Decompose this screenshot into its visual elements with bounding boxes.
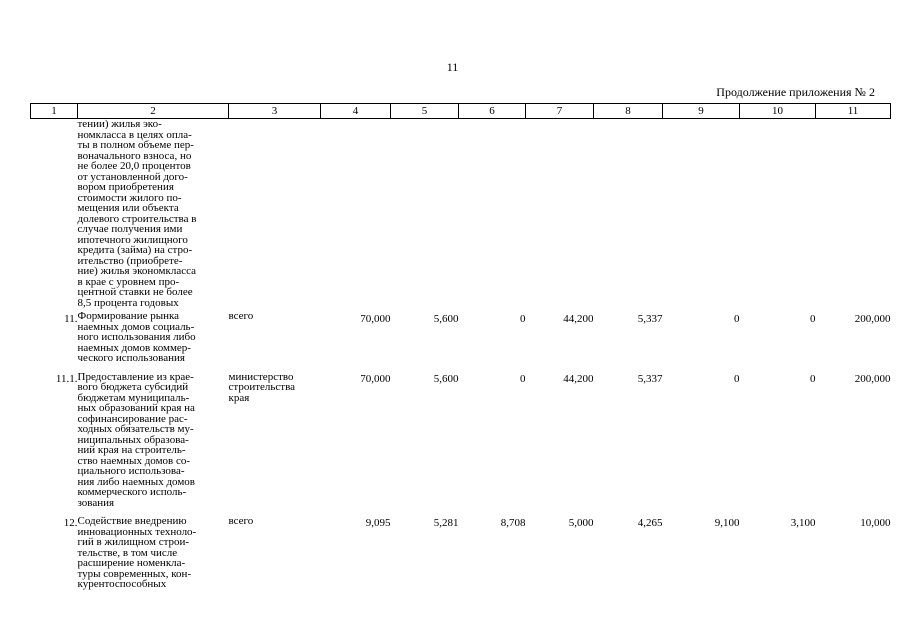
row-description: Предоставление из крае- вого бюджета субсидий бюджетам муниципаль- ных образований края на софинансирование рас- ходных обязательств му- ниципальных образова- ний края на строитель- ство наемных домов со- циального использова- ния либо наемных домов коммерческого исполь- зования	[77, 370, 195, 509]
value-cell: 5,600	[433, 372, 459, 385]
row-description: Формирование рынка наемных домов социаль- ного использования либо наемных домов коммер- ческого использования	[77, 310, 196, 364]
column-header: 6	[459, 104, 526, 119]
value-cell: 200,000	[854, 313, 891, 325]
program-table	[30, 103, 891, 590]
value-cell: 8,708	[500, 517, 526, 529]
value-cell: 10,000	[860, 517, 891, 529]
column-header: 1	[31, 104, 78, 119]
value-cell	[740, 119, 816, 309]
row-index	[31, 119, 78, 309]
value-cell	[526, 119, 594, 309]
value-cell: 0	[810, 313, 816, 325]
value-cell: 0	[734, 372, 740, 385]
row-index: 12.	[63, 517, 78, 529]
value-cell	[594, 119, 663, 309]
table-row	[31, 308, 891, 364]
value-cell: 5,337	[637, 313, 663, 325]
table-row	[31, 508, 891, 590]
row-description: тении) жилья эко- номкласса в целях опла- ты в полном объеме пер- воначального взноса, но не более 20,0 процентов от установленной дого- вором приобретения стоимости жилого по- мещения или объекта долевого строительства в случае получения ими ипотечного жилищного кредита (займа) на стро- ительство (приобрете- ние) жилья экономкласса в крае с уровнем про- центной ставки не более 8,5 процента годовых	[77, 118, 197, 309]
value-cell	[459, 119, 526, 309]
value-cell: 0	[734, 313, 740, 325]
value-cell: 4,265	[637, 517, 663, 529]
value-cell	[816, 119, 891, 309]
value-cell: 70,000	[360, 372, 391, 385]
value-cell	[391, 119, 459, 309]
column-header: 11	[816, 104, 891, 119]
row-executor: всего	[228, 310, 254, 322]
value-cell: 9,095	[365, 517, 391, 529]
value-cell: 0	[520, 313, 526, 325]
continuation-label: Продолжение приложения № 2	[716, 85, 875, 99]
column-header: 5	[391, 104, 459, 119]
value-cell: 5,337	[637, 372, 663, 385]
value-cell: 9,100	[714, 517, 740, 529]
value-cell	[663, 119, 740, 309]
column-header: 10	[740, 104, 816, 119]
row-index: 11.	[64, 313, 78, 325]
column-header: 2	[78, 104, 229, 119]
row-index: 11.1.	[55, 372, 78, 385]
column-header: 7	[526, 104, 594, 119]
value-cell: 0	[520, 372, 526, 385]
row-executor: министерство строительства края	[228, 370, 296, 404]
column-header: 8	[594, 104, 663, 119]
page-number: 11	[446, 60, 459, 74]
row-description: Содействие внедрению инновационных техноло- гий в жилищном строи- тельстве, в том числе расширение номенкла- туры современных, кон- курентоспособных	[77, 515, 197, 590]
value-cell: 0	[810, 372, 816, 385]
value-cell: 5,000	[568, 517, 594, 529]
row-executor	[229, 119, 321, 309]
value-cell: 5,600	[433, 313, 459, 325]
value-cell	[321, 119, 391, 309]
value-cell: 3,100	[790, 517, 816, 529]
value-cell: 70,000	[360, 313, 391, 325]
column-header: 3	[229, 104, 321, 119]
header-row	[31, 104, 891, 119]
value-cell: 5,281	[433, 517, 459, 529]
column-header: 9	[663, 104, 740, 119]
column-header: 4	[321, 104, 391, 119]
table-row	[31, 119, 891, 309]
value-cell: 200,000	[854, 372, 891, 385]
value-cell: 44,200	[563, 313, 594, 325]
row-executor: всего	[228, 515, 254, 527]
value-cell: 44,200	[563, 372, 594, 385]
table-row	[31, 364, 891, 509]
